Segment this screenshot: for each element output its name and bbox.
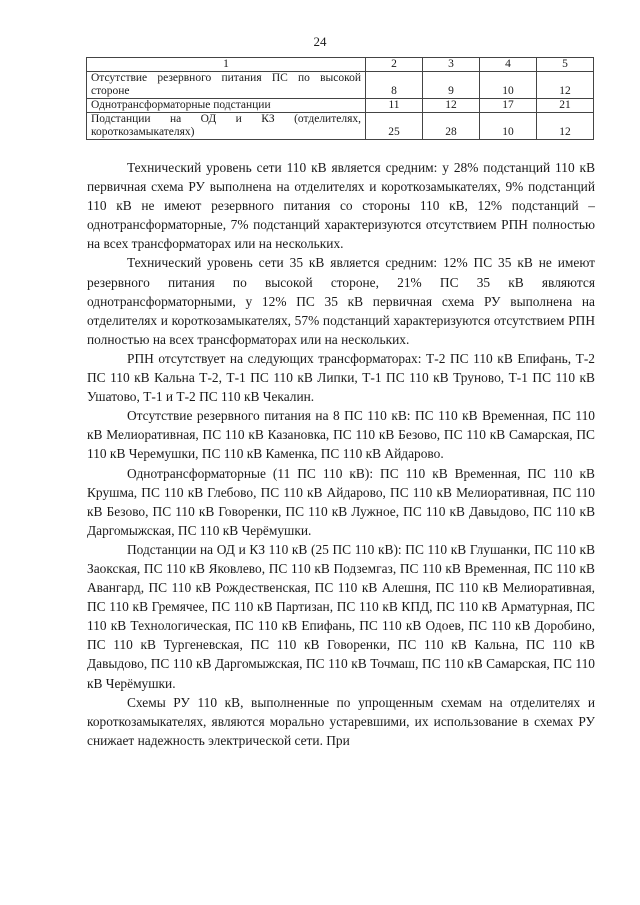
page-number: 24 bbox=[313, 34, 327, 49]
table-header-cell: 5 bbox=[537, 58, 594, 72]
paragraph: Технический уровень сети 110 кВ является средним: у 28% подстанций 110 кВ первичная схема РУ выполнена на отделителях и короткозамыкателях, 9% подстанций 110 кВ не имеют резервного питания со стороны 110 кВ, 12% подстанций – однотрансформаторные, 7% подстанций характеризуются отсутствием РПН полностью на всех трансформаторах или на нескольких. bbox=[87, 160, 595, 252]
table-cell: 9 bbox=[423, 72, 480, 99]
table-cell: 25 bbox=[366, 113, 423, 140]
table-row bbox=[87, 72, 594, 99]
table-cell: 12 bbox=[537, 72, 594, 99]
table-cell: 17 bbox=[480, 99, 537, 113]
table-cell: 8 bbox=[366, 72, 423, 99]
table-cell: 11 bbox=[366, 99, 423, 113]
table-cell: 28 bbox=[423, 113, 480, 140]
paragraph: Подстанции на ОД и КЗ 110 кВ (25 ПС 110 кВ): ПС 110 кВ Глушанки, ПС 110 кВ Заокская, ПС 110 кВ Яковлево, ПС 110 кВ Подземгаз, ПС 110 кВ Временная, ПС 110 кВ Авангард, ПС 110 кВ Рождественская, ПС 110 кВ Алешня, ПС 110 кВ Мелиоративная, ПС 110 кВ Гремячее, ПС 110 кВ Партизан, ПС 110 кВ КПД, ПС 110 кВ Арматурная, ПС 110 кВ Технологическая, ПС 110 кВ Епифань, ПС 110 кВ Одоев, ПС 110 кВ Доробино, ПС 110 кВ Тургеневская, ПС 110 кВ Говоренки, ПС 110 кВ Кальна, ПС 110 кВ Давыдово, ПС 110 кВ Даргомыжская, ПС 110 кВ Точмаш, ПС 110 кВ Самарская, ПС 110 кВ Черёмушки. bbox=[87, 541, 595, 691]
table-cell: 12 bbox=[423, 99, 480, 113]
paragraph: РПН отсутствует на следующих трансформаторах: Т-2 ПС 110 кВ Епифань, Т-2 ПС 110 кВ Кальна Т-2, Т-1 ПС 110 кВ Липки, Т-1 ПС 110 кВ Труново, Т-1 ПС 110 кВ Ушатово, Т-1 и Т-2 ПС 110 кВ Чекалин. bbox=[87, 350, 595, 405]
table-header-cell: 1 bbox=[87, 58, 366, 72]
data-table bbox=[86, 57, 594, 140]
table-cell: 10 bbox=[480, 72, 537, 99]
paragraph: Однотрансформаторные (11 ПС 110 кВ): ПС 110 кВ Временная, ПС 110 кВ Крушма, ПС 110 кВ Глебово, ПС 110 кВ Айдарово, ПС 110 кВ Мелиоративная, ПС 110 кВ Безово, ПС 110 кВ Говоренки, ПС 110 кВ Лужное, ПС 110 кВ Давыдово, ПС 110 кВ Даргомыжская, ПС 110 кВ Черёмушки. bbox=[87, 465, 595, 538]
table-cell: 21 bbox=[537, 99, 594, 113]
table-row-label: Отсутствие резервного питания ПС по высокой стороне bbox=[87, 72, 366, 99]
table-header-cell: 4 bbox=[480, 58, 537, 72]
table-header-cell: 2 bbox=[366, 58, 423, 72]
table-cell: 10 bbox=[480, 113, 537, 140]
table-row bbox=[87, 99, 594, 113]
paragraph: Технический уровень сети 35 кВ является средним: 12% ПС 35 кВ не имеют резервного питания по высокой стороне, 21% ПС 35 кВ являются однотрансформаторными, у 12% ПС 35 кВ первичная схема РУ выполнена на отделителях и короткозамыкателях, 57% подстанций характеризуются отсутствием РПН полностью на всех трансформаторах или на нескольких. bbox=[87, 255, 595, 347]
body-text bbox=[87, 158, 595, 750]
paragraph: Схемы РУ 110 кВ, выполненные по упрощенным схемам на отделителях и короткозамыкателях, являются морально устаревшими, их использование в схемах РУ снижает надежность электрической сети. При bbox=[87, 694, 595, 748]
table-row-label: Однотрансформаторные подстанции bbox=[87, 99, 366, 113]
table-row bbox=[87, 113, 594, 140]
paragraph: Отсутствие резервного питания на 8 ПС 110 кВ: ПС 110 кВ Временная, ПС 110 кВ Мелиоративная, ПС 110 кВ Казановка, ПС 110 кВ Безово, ПС 110 кВ Самарская, ПС 110 кВ Черемушки, ПС 110 кВ Каменка, ПС 110 кВ Айдарово. bbox=[87, 408, 595, 462]
table-row-label: Подстанции на ОД и КЗ (отделителях, короткозамыкателях) bbox=[87, 113, 366, 140]
table-cell: 12 bbox=[537, 113, 594, 140]
table-header-cell: 3 bbox=[423, 58, 480, 72]
table-header-row bbox=[87, 58, 594, 72]
